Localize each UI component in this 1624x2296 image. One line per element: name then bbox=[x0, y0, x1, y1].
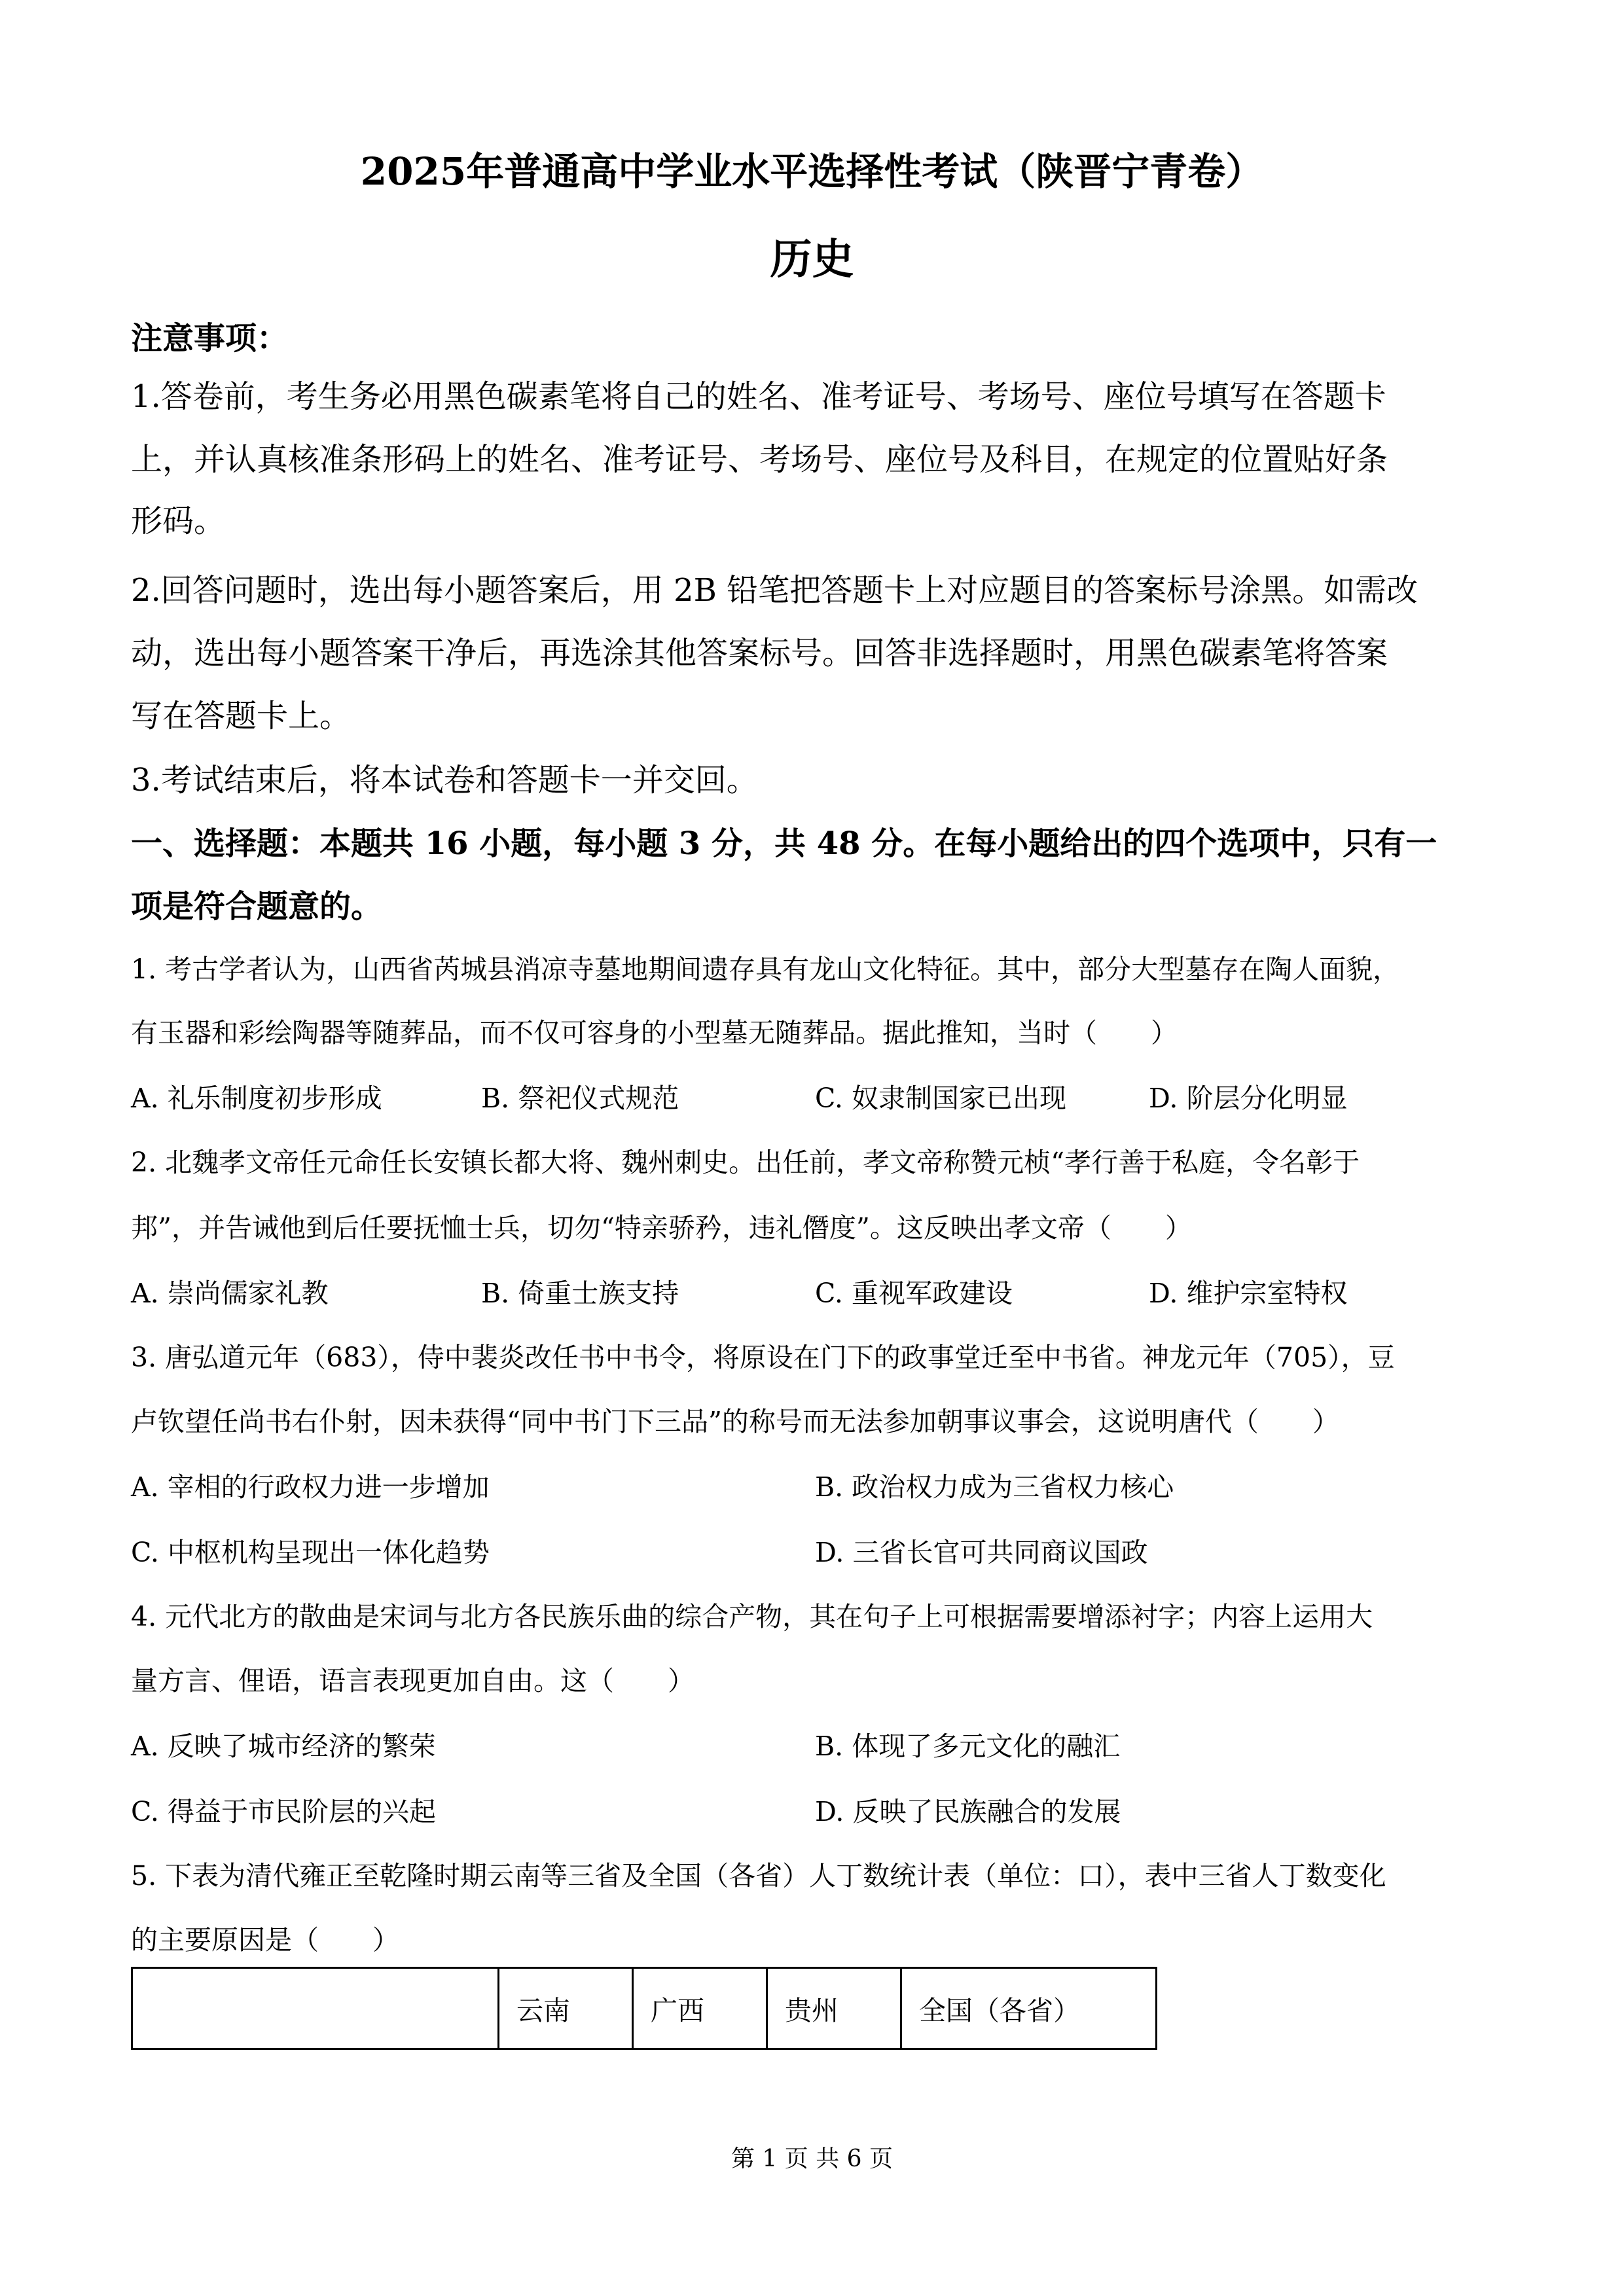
question-5-stem: 5. 下表为清代雍正至乾隆时期云南等三省及全国（各省）人丁数统计表（单位：口），表中三省人丁数变化 bbox=[131, 1860, 1386, 1892]
table-header-cell bbox=[132, 1968, 499, 2049]
question-1-stem: 1. 考古学者认为，山西省芮城县消凉寺墓地期间遗存具有龙山文化特征。其中，部分大型墓存在陶人面貌， bbox=[131, 954, 1400, 985]
table-header-cell: 云南 bbox=[499, 1968, 633, 2049]
notice-line: 1.答卷前，考生务必用黑色碳素笔将自己的姓名、准考证号、考场号、座位号填写在答题卡 bbox=[131, 378, 1386, 415]
question-2-stem: 邦”，并告诫他到后任要抚恤士兵，切勿“特亲骄矜，违礼僭度”。这反映出孝文帝（ ） bbox=[131, 1212, 1192, 1244]
notice-line: 动，选出每小题答案干净后，再选涂其他答案标号。回答非选择题时，用黑色碳素笔将答案 bbox=[131, 635, 1388, 672]
question-3-stem: 卢钦望任尚书右仆射，因未获得“同中书门下三品”的称号而无法参加朝事议事会，这说明唐代（ ） bbox=[131, 1406, 1339, 1437]
question-2-option-b: B. 倚重士族支持 bbox=[481, 1278, 679, 1309]
notice-heading: 注意事项： bbox=[131, 320, 289, 357]
question-4-option-a: A. 反映了城市经济的繁荣 bbox=[131, 1731, 436, 1762]
question-4-option-d: D. 反映了民族融合的发展 bbox=[815, 1796, 1121, 1827]
question-4-stem: 4. 元代北方的散曲是宋词与北方各民族乐曲的综合产物，其在句子上可根据需要增添衬字；内容上运用大 bbox=[131, 1601, 1373, 1632]
notice-line: 上，并认真核准条形码上的姓名、准考证号、考场号、座位号及科目，在规定的位置贴好条 bbox=[131, 441, 1388, 478]
notice-line: 写在答题卡上。 bbox=[131, 698, 352, 734]
notice-line: 形码。 bbox=[131, 503, 226, 539]
table-header-cell: 贵州 bbox=[767, 1968, 901, 2049]
question-1-option-b: B. 祭祀仪式规范 bbox=[481, 1083, 679, 1114]
question-2-option-d: D. 维护宗室特权 bbox=[1149, 1278, 1348, 1309]
question-3-option-b: B. 政治权力成为三省权力核心 bbox=[815, 1471, 1174, 1503]
question-2-option-c: C. 重视军政建设 bbox=[815, 1278, 1013, 1309]
question-4-stem: 量方言、俚语，语言表现更加自由。这（ ） bbox=[131, 1665, 695, 1696]
question-4-option-b: B. 体现了多元文化的融汇 bbox=[815, 1731, 1121, 1762]
table-header-cell: 全国（各省） bbox=[901, 1968, 1157, 2049]
question-3-option-d: D. 三省长官可共同商议国政 bbox=[815, 1537, 1148, 1568]
question-3-option-c: C. 中枢机构呈现出一体化趋势 bbox=[131, 1537, 490, 1568]
population-table bbox=[131, 1967, 1157, 2050]
table-header-cell: 广西 bbox=[633, 1968, 767, 2049]
section-heading: 一、选择题：本题共 16 小题，每小题 3 分，共 48 分。在每小题给出的四个选项中，只有一 bbox=[131, 825, 1437, 862]
question-1-option-d: D. 阶层分化明显 bbox=[1149, 1083, 1348, 1114]
table-header-row bbox=[132, 1968, 1157, 2049]
page-number: 第 1 页 共 6 页 bbox=[731, 2145, 893, 2172]
question-3-stem: 3. 唐弘道元年（683），侍中裴炎改任书中书令，将原设在门下的政事堂迁至中书省。神龙元年（705），豆 bbox=[131, 1342, 1395, 1373]
exam-title: 2025年普通高中学业水平选择性考试（陕晋宁青卷） bbox=[360, 149, 1264, 194]
question-4-option-c: C. 得益于市民阶层的兴起 bbox=[131, 1796, 436, 1827]
notice-line: 3.考试结束后，将本试卷和答题卡一并交回。 bbox=[131, 762, 758, 798]
question-5-stem: 的主要原因是（ ） bbox=[131, 1924, 399, 1956]
question-2-option-a: A. 崇尚儒家礼教 bbox=[131, 1278, 329, 1309]
question-1-stem: 有玉器和彩绘陶器等随葬品，而不仅可容身的小型墓无随葬品。据此推知，当时（ ） bbox=[131, 1017, 1178, 1049]
subject-title: 历史 bbox=[770, 235, 854, 284]
question-2-stem: 2. 北魏孝文帝任元命任长安镇长都大将、魏州刺史。出任前，孝文帝称赞元桢“孝行善于私庭，令名彰于 bbox=[131, 1147, 1360, 1178]
notice-line: 2.回答问题时，选出每小题答案后，用 2B 铅笔把答题卡上对应题目的答案标号涂黑。如需改 bbox=[131, 572, 1418, 609]
question-3-option-a: A. 宰相的行政权力进一步增加 bbox=[131, 1471, 490, 1503]
section-heading: 项是符合题意的。 bbox=[131, 888, 383, 925]
question-1-option-a: A. 礼乐制度初步形成 bbox=[131, 1083, 382, 1114]
question-1-option-c: C. 奴隶制国家已出现 bbox=[815, 1083, 1066, 1114]
